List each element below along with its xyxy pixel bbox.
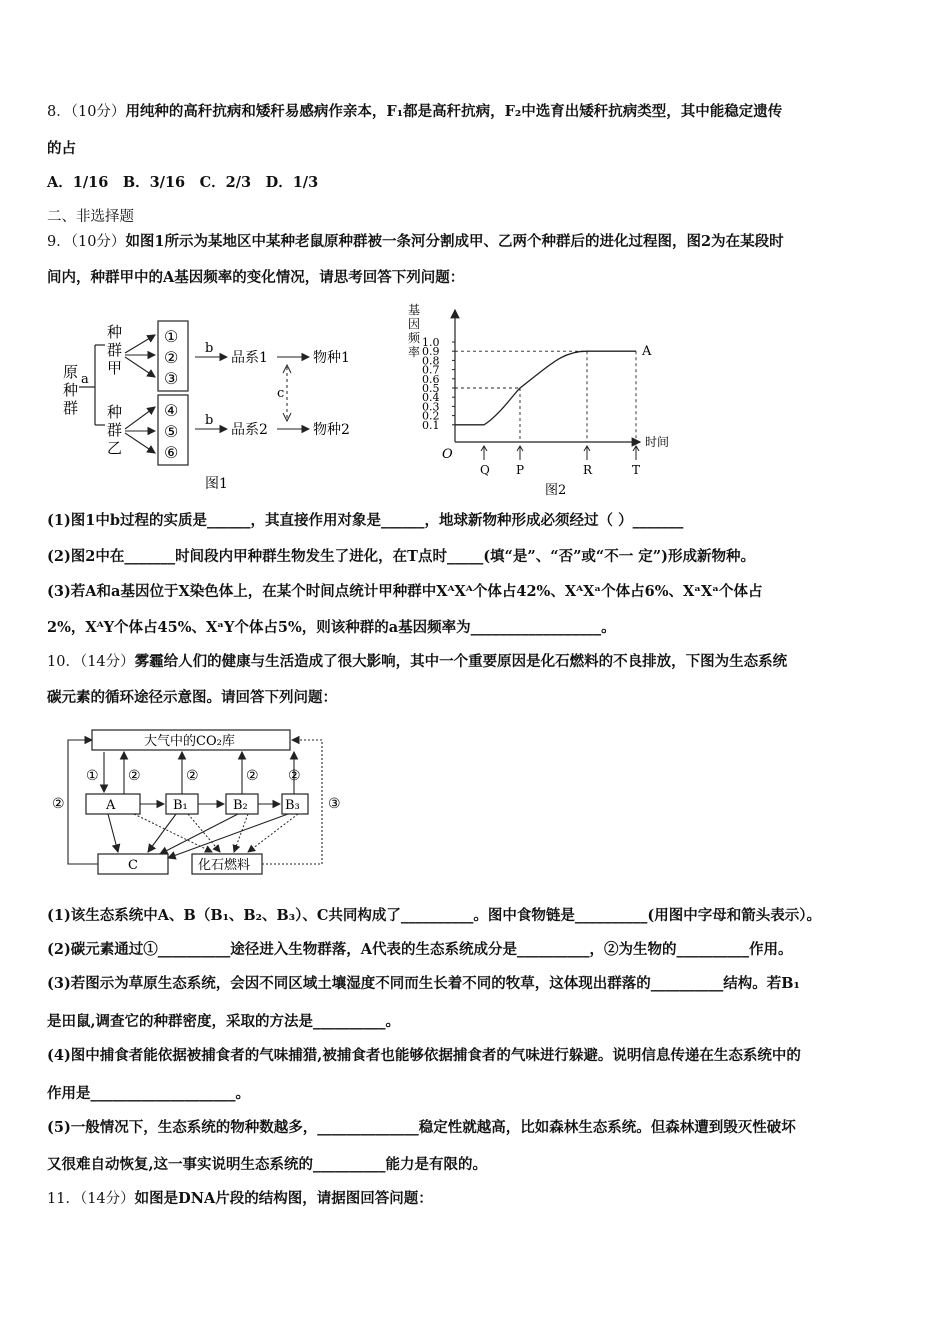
fig1-pop-jia-c1: 种 — [107, 323, 123, 341]
fig2-curve — [455, 351, 636, 425]
q11-number: 11．（14分） — [47, 1191, 135, 1207]
q9-stem: 如图1所示为某地区中某种老鼠原种群被一条河分割成甲、乙两个种群后的进化过程图，图2为在某段时 — [125, 233, 784, 250]
fig2-ytick-label: 0.1 — [422, 418, 440, 432]
q9-line2: 间内，种群甲中的A基因频率的变化情况，请思考回答下列问题： — [47, 269, 465, 286]
q8-line1 — [47, 102, 782, 122]
fig2-xtick-label: Q — [480, 463, 490, 477]
carbon-label-2-left: ② — [52, 796, 65, 812]
carbon-label-2-b3: ② — [288, 768, 301, 784]
q10-sub4-line1: (4)图中捕食者能依据被捕食者的气味捕猎,被捕食者也能够依据捕食者的气味进行躲避。说明信息传递在生态系统中的 — [47, 1047, 801, 1064]
fig2-ytick-label: 0.6 — [422, 372, 440, 386]
fig1-circle-2: ② — [164, 348, 179, 367]
carbon-node-fossil-label: 化石燃料 — [198, 858, 251, 873]
fig1-origin-char2: 种 — [63, 381, 79, 399]
q9-sub2: (2)图2中在_______时间段内甲种群生物发生了进化，在T点时_____(填“是”、“否”或“不一 定”)形成新物种。 — [47, 548, 755, 565]
q10-sub4-line2: 作用是____________________。 — [47, 1085, 250, 1102]
fig2-xtick-label: P — [516, 463, 525, 477]
q9-sub3-line2: 2%，XᴬY个体占45%、XᵃY个体占5%，则该种群的a基因频率为__________________。 — [47, 619, 616, 636]
fig1-arrow-b1: b — [205, 341, 214, 356]
fig2-xtick-arrow — [481, 446, 487, 460]
fig2-ytick-label: 0.3 — [422, 400, 440, 414]
carbon-node-c-label: C — [128, 858, 138, 873]
fig2-guide-lines — [455, 351, 636, 442]
fig2-ytick-label: 0.2 — [422, 409, 440, 423]
q10-line1 — [47, 652, 787, 672]
fig1-pop-jia-c3: 甲 — [107, 359, 123, 377]
q10-sub3-line2: 是田鼠,调查它的种群密度，采取的方法是__________。 — [47, 1013, 401, 1030]
carbon-node-b1-label: B₁ — [173, 798, 188, 813]
fig1-caption: 图1 — [205, 476, 228, 492]
fig2-ytick-label: 0.5 — [422, 382, 440, 395]
fig1-circle-3: ③ — [164, 369, 179, 388]
q10-line2: 碳元素的循环途径示意图。请回答下列问题： — [47, 689, 337, 706]
fig1-species2: 物种2 — [313, 422, 350, 438]
q8-line2: 的占 — [47, 140, 76, 157]
q10-sub2: (2)碳元素通过①__________途径进入生物群落，A代表的生态系统成分是__________，②为生物的__________作用。 — [47, 941, 793, 958]
fig2-xtick-arrow — [517, 446, 523, 460]
q9-line1 — [47, 232, 784, 252]
q10-stem: 雾霾给人们的健康与生活造成了很大影响，其中一个重要原因是化石燃料的不良排放，下图为生态系统 — [134, 653, 788, 670]
carbon-label-2-a: ② — [128, 768, 141, 784]
fig2-ytick-label: 1.0 — [422, 336, 440, 349]
fig2-xtick-arrow — [633, 446, 639, 460]
q9-sub1: (1)图1中b过程的实质是______，其直接作用对象是______，地球新物种形成必须经过（ ）_______ — [47, 512, 684, 529]
carbon-node-a-label: A — [106, 798, 116, 813]
fig1-circle-1: ① — [164, 327, 179, 346]
fig2-xlabel: 时间 — [645, 435, 670, 449]
fig1-origin-char3: 群 — [63, 399, 79, 417]
q10-sub1: (1)该生态系统中A、B（B₁、B₂、B₃）、C共同构成了__________。图中食物链是__________(用图中字母和箭头表示）。 — [47, 907, 822, 924]
q11-stem: 如图是DNA片段的结构图，请据图回答问题： — [134, 1190, 433, 1207]
q10-sub3-line1: (3)若图示为草原生态系统，会因不同区域土壤湿度不同而生长着不同的牧草，这体现出群落的__________结构。若B₁ — [47, 975, 800, 992]
fig1-arrow-b2: b — [205, 413, 214, 428]
fig2-ylabel-c1: 基 — [408, 303, 421, 317]
fig1-circle-4: ④ — [164, 401, 179, 420]
q8-stem: 用纯种的高秆抗病和矮秆易感病作亲本，F₁都是高秆抗病，F₂中选育出矮秆抗病类型，其中能稳定遗传 — [125, 103, 783, 120]
fig1-circle-6: ⑥ — [164, 443, 179, 462]
fig2-x-ticks — [480, 446, 640, 477]
q10-sub5-line1: (5)一般情况下，生态系统的物种数越多，______________稳定性就越高，比如森林生态系统。但森林遭到毁灭性破坏 — [47, 1119, 796, 1136]
fig1-pop-jia-c2: 群 — [107, 341, 123, 359]
fig2-xtick-label: R — [583, 463, 593, 477]
q9-number: 9．（10分） — [47, 234, 126, 250]
fig1-pop-yi-c1: 种 — [107, 403, 123, 421]
fig2-ytick-label: 0.8 — [422, 354, 440, 368]
q10-number: 10．（14分） — [47, 654, 135, 670]
fig1-strain1: 品系1 — [231, 350, 268, 366]
fig2-ylabel-c2: 因 — [408, 317, 421, 331]
fig1-strain2: 品系2 — [231, 422, 268, 438]
fig2-y-ticks — [422, 336, 455, 432]
fig2-ylabel-c4: 率 — [408, 345, 421, 359]
fig1-species1: 物种1 — [313, 350, 350, 366]
fig1-pop-yi-c3: 乙 — [107, 439, 123, 457]
q8-number: 8．（10分） — [47, 104, 126, 120]
section-title: 二、非选择题 — [47, 209, 134, 225]
carbon-label-2-b1: ② — [186, 768, 199, 784]
fig2-curve-label: A — [642, 344, 652, 360]
carbon-label-3: ③ — [328, 796, 341, 812]
q8-options: A．1/16 B．3/16 C．2/3 D．1/3 — [47, 174, 319, 191]
q11-line1 — [47, 1189, 433, 1209]
fig2-xtick-arrow — [584, 446, 590, 460]
carbon-node-b3-label: B₃ — [285, 798, 300, 813]
carbon-label-1: ① — [86, 768, 99, 784]
figure-carbon-cycle — [48, 722, 358, 887]
fig2-ylabel-c3: 频 — [408, 331, 421, 345]
q10-sub5-line2: 又很难自动恢复,这一事实说明生态系统的__________能力是有限的。 — [47, 1156, 488, 1173]
fig2-caption: 图2 — [545, 483, 567, 498]
fig2-origin: O — [442, 447, 453, 462]
carbon-atmosphere-label: 大气中的CO₂库 — [144, 734, 235, 749]
figure-1-evolution-diagram — [55, 315, 375, 495]
carbon-label-2-b2: ② — [246, 768, 259, 784]
fig1-arrow-a: a — [81, 372, 89, 387]
fig2-ytick-label: 0.9 — [422, 345, 440, 359]
figure-2-gene-frequency-chart — [400, 302, 700, 502]
fig2-xtick-label: T — [632, 463, 641, 477]
fig1-origin-char1: 原 — [63, 363, 79, 381]
fig1-pop-yi-c2: 群 — [107, 421, 123, 439]
q9-sub3-line1: (3)若A和a基因位于X染色体上，在某个时间点统计甲种群中XᴬXᴬ个体占42%、XᴬXᵃ个体占6%、XᵃXᵃ个体占 — [47, 583, 763, 600]
fig2-ytick-label: 0.7 — [422, 363, 440, 377]
fig1-arrow-c: c — [277, 386, 285, 401]
fig1-circle-5: ⑤ — [164, 422, 179, 441]
carbon-node-b2-label: B₂ — [233, 798, 248, 813]
fig2-ytick-label: 0.4 — [422, 391, 440, 405]
